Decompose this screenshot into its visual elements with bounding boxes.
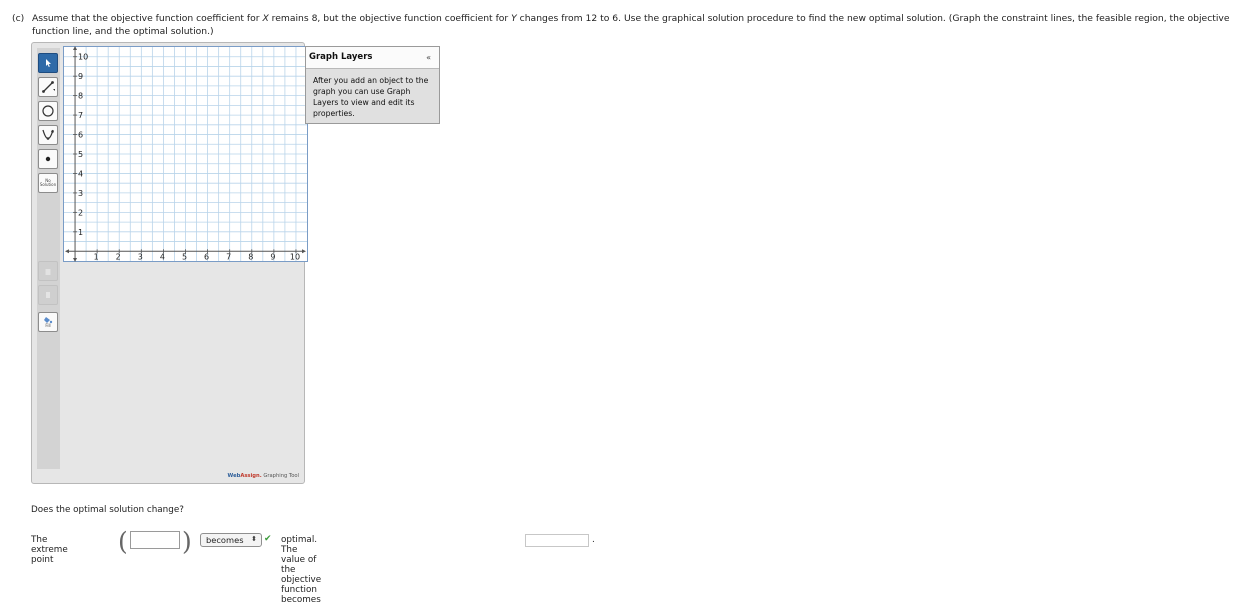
y-tick-label: 9 <box>78 72 84 82</box>
no-solution-icon: No Solution <box>39 177 57 187</box>
delete-tool-button[interactable] <box>38 261 58 281</box>
x-tick-label: 4 <box>159 252 165 262</box>
part-label: (c) <box>12 13 25 24</box>
point-tool-button[interactable] <box>38 149 58 169</box>
y-tick-label: 7 <box>78 111 84 121</box>
objective-value-input[interactable] <box>525 534 589 547</box>
x-tick-label: 2 <box>115 252 121 262</box>
optimal-change-prompt: Does the optimal solution change? <box>31 505 184 515</box>
graph-area[interactable] <box>63 46 308 266</box>
x-tick-label: 7 <box>226 252 232 262</box>
objective-value-label: optimal. The value of the objective function becomes <box>281 535 322 605</box>
graph-toolbar <box>37 48 60 469</box>
period: . <box>592 535 595 545</box>
extreme-point-label: The extreme point <box>31 535 68 565</box>
select-value: becomes <box>206 535 244 545</box>
parabola-tool-button[interactable] <box>38 125 58 145</box>
y-tick-label: 1 <box>78 227 84 237</box>
pointer-icon <box>43 58 53 68</box>
point-icon <box>43 154 53 164</box>
y-tick-label: 8 <box>78 91 84 101</box>
checkmark-icon: ✔ <box>264 534 272 544</box>
eraser-icon <box>43 290 53 300</box>
collapse-icon[interactable]: « <box>426 53 431 62</box>
y-tick-label: 2 <box>78 208 84 218</box>
x-tick-label: 6 <box>204 252 210 262</box>
y-tick-label: 6 <box>78 130 84 140</box>
x-tick-label: 3 <box>137 252 143 262</box>
graph-layers-help: After you add an object to the graph you can use Graph Layers to view and edit its properties. <box>313 76 429 118</box>
graph-layers-panel <box>305 46 440 124</box>
graphing-tool <box>31 42 305 484</box>
y-tick-label: 10 <box>78 52 89 62</box>
fill-label: Fill <box>45 322 51 328</box>
eraser-tool-button[interactable] <box>38 285 58 305</box>
select-arrow-icon: ⬍ <box>251 535 257 543</box>
circle-tool-button[interactable] <box>38 101 58 121</box>
y-tick-label: 3 <box>78 188 84 198</box>
x-tick-label: 10 <box>289 252 301 262</box>
line-icon <box>40 79 56 95</box>
y-tick-label: 5 <box>78 150 84 159</box>
x-tick-label: 9 <box>270 252 276 262</box>
question-body: Assume that the objective function coefficient for X remains 8, but the objective function coefficient for Y changes from 12 to 6. Use the graphical solution procedure to find the new optimal solution. (Graph the constraint lines, the feasible region, the objective function line, and the optimal solution.) <box>32 13 1230 37</box>
delete-icon <box>43 266 53 276</box>
pointer-tool-button[interactable] <box>38 53 58 73</box>
x-tick-label: 5 <box>181 252 188 262</box>
close-paren: ) <box>182 527 192 556</box>
x-tick-label: 1 <box>93 252 99 262</box>
extreme-point-input[interactable] <box>130 531 180 549</box>
y-tick-label: 4 <box>78 169 84 179</box>
becomes-select[interactable] <box>200 533 262 547</box>
parabola-icon <box>40 127 56 143</box>
question-text <box>12 13 1252 38</box>
line-tool-button[interactable] <box>38 77 58 97</box>
coordinate-grid[interactable] <box>63 46 308 262</box>
webassign-logo: WebAssign. Graphing Tool <box>227 473 299 479</box>
graph-layers-header <box>306 47 439 69</box>
open-paren: ( <box>118 527 128 556</box>
no-solution-button[interactable] <box>38 173 58 193</box>
graph-layers-title: Graph Layers <box>309 52 373 62</box>
fill-tool-button[interactable] <box>38 312 58 332</box>
x-tick-label: 8 <box>248 252 254 262</box>
circle-icon <box>41 104 55 118</box>
